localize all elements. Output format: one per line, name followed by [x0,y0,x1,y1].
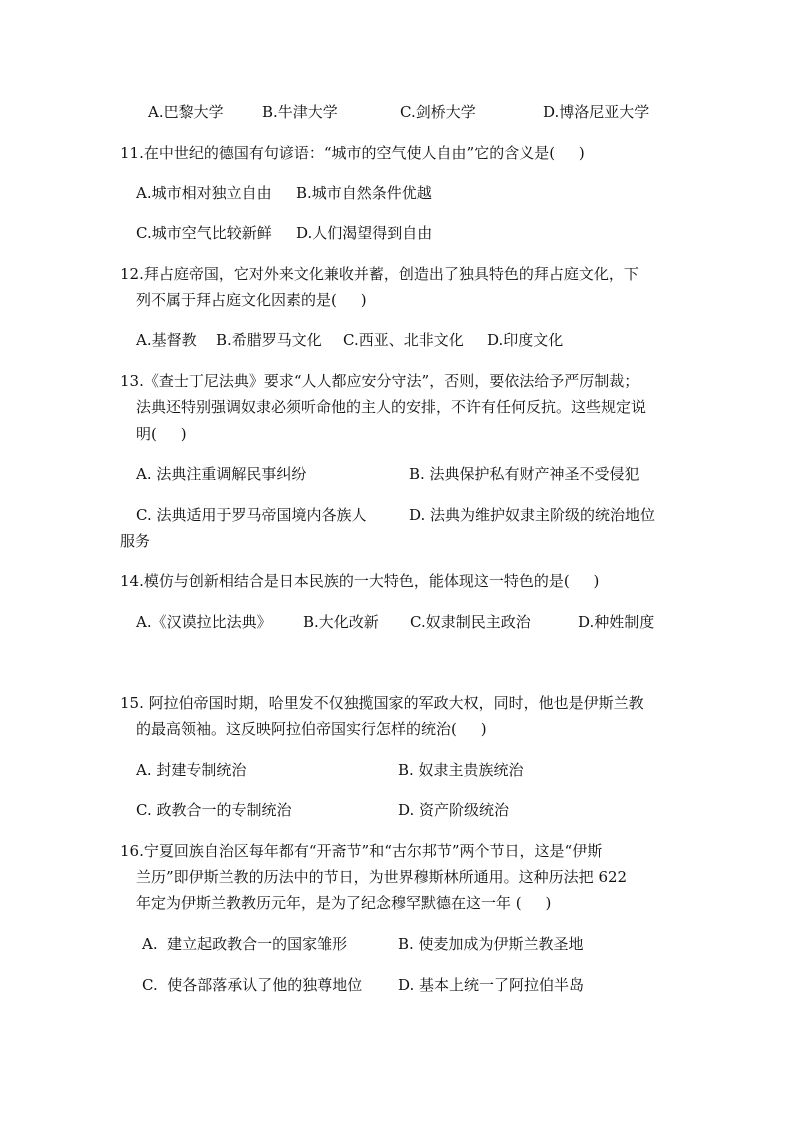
q12-option-b: B.希腊罗马文化 [216,331,322,349]
q14-option-b: B.大化改新 [303,613,379,631]
q11-stem: 11.在中世纪的德国有句谚语：“城市的空气使人自由”它的含义是( ) [120,144,585,162]
q13-stem-line-2: 法典还特别强调奴隶必须听命他的主人的安排，不许有任何反抗。这些规定说 [136,398,647,416]
q12-option-c: C.西亚、北非文化 [343,331,464,349]
q16-stem-line-2: 兰历”即伊斯兰教的历法中的节日，为世界穆斯林所通用。这种历法把 622 [136,868,628,886]
q16-stem-line-3: 年定为伊斯兰教教历元年，是为了纪念穆罕默德在这一年 ( ) [136,894,552,912]
q13-option-d-wrap: 服务 [120,532,151,550]
q10-option-a: A.巴黎大学 [148,103,224,121]
q15-option-a: A. 封建专制统治 [136,761,247,779]
q15-option-b: B. 奴隶主贵族统治 [398,761,524,779]
q16-option-d: D. 基本上统一了阿拉伯半岛 [398,976,585,994]
q14-option-a: A.《汉谟拉比法典》 [136,613,272,631]
q13-option-a: A. 法典注重调解民事纠纷 [136,465,307,483]
q11-option-d: D.人们渴望得到自由 [296,224,433,242]
q12-stem-line-2: 列不属于拜占庭文化因素的是( ) [136,291,367,309]
q10-option-b: B.牛津大学 [262,103,338,121]
q13-stem-line-1: 13.《查士丁尼法典》要求“人人都应安分守法”，否则，要依法给予严厉制裁； [120,372,640,390]
q15-option-d: D. 资产阶级统治 [398,801,510,819]
q16-option-a: A. 建立起政教合一的国家雏形 [142,935,348,953]
q13-option-d: D. 法典为维护奴隶主阶级的统治地位 [409,506,656,524]
q13-option-b: B. 法典保护私有财产神圣不受侵犯 [409,465,640,483]
q14-option-d: D.种姓制度 [578,613,655,631]
q14-option-c: C.奴隶制民主政治 [410,613,531,631]
q14-stem: 14.模仿与创新相结合是日本民族的一大特色，能体现这一特色的是( ) [120,572,600,590]
q15-stem-line-2: 的最高领袖。这反映阿拉伯帝国实行怎样的统治( ) [136,720,487,738]
q12-option-a: A.基督教 [136,331,197,349]
q10-option-d: D.博洛尼亚大学 [543,103,650,121]
q13-option-c: C. 法典适用于罗马帝国境内各族人 [136,506,367,524]
q10-option-c: C.剑桥大学 [400,103,476,121]
q11-option-c: C.城市空气比较新鲜 [136,224,272,242]
q16-option-b: B. 使麦加成为伊斯兰教圣地 [398,935,584,953]
q12-option-d: D.印度文化 [487,331,564,349]
q12-stem-line-1: 12.拜占庭帝国，它对外来文化兼收并蓄，创造出了独具特色的拜占庭文化，下 [120,265,639,283]
q11-option-b: B.城市自然条件优越 [296,184,432,202]
q15-stem-line-1: 15. 阿拉伯帝国时期，哈里发不仅独揽国家的军政大权，同时，他也是伊斯兰教 [120,694,644,712]
q15-option-c: C. 政教合一的专制统治 [136,801,292,819]
q13-stem-line-3: 明( ) [136,425,187,443]
q16-option-c: C. 使各部落承认了他的独尊地位 [142,976,363,994]
q11-option-a: A.城市相对独立自由 [136,184,272,202]
q16-stem-line-1: 16.宁夏回族自治区每年都有“开斋节”和“古尔邦节”两个节日，这是“伊斯 [120,842,603,860]
